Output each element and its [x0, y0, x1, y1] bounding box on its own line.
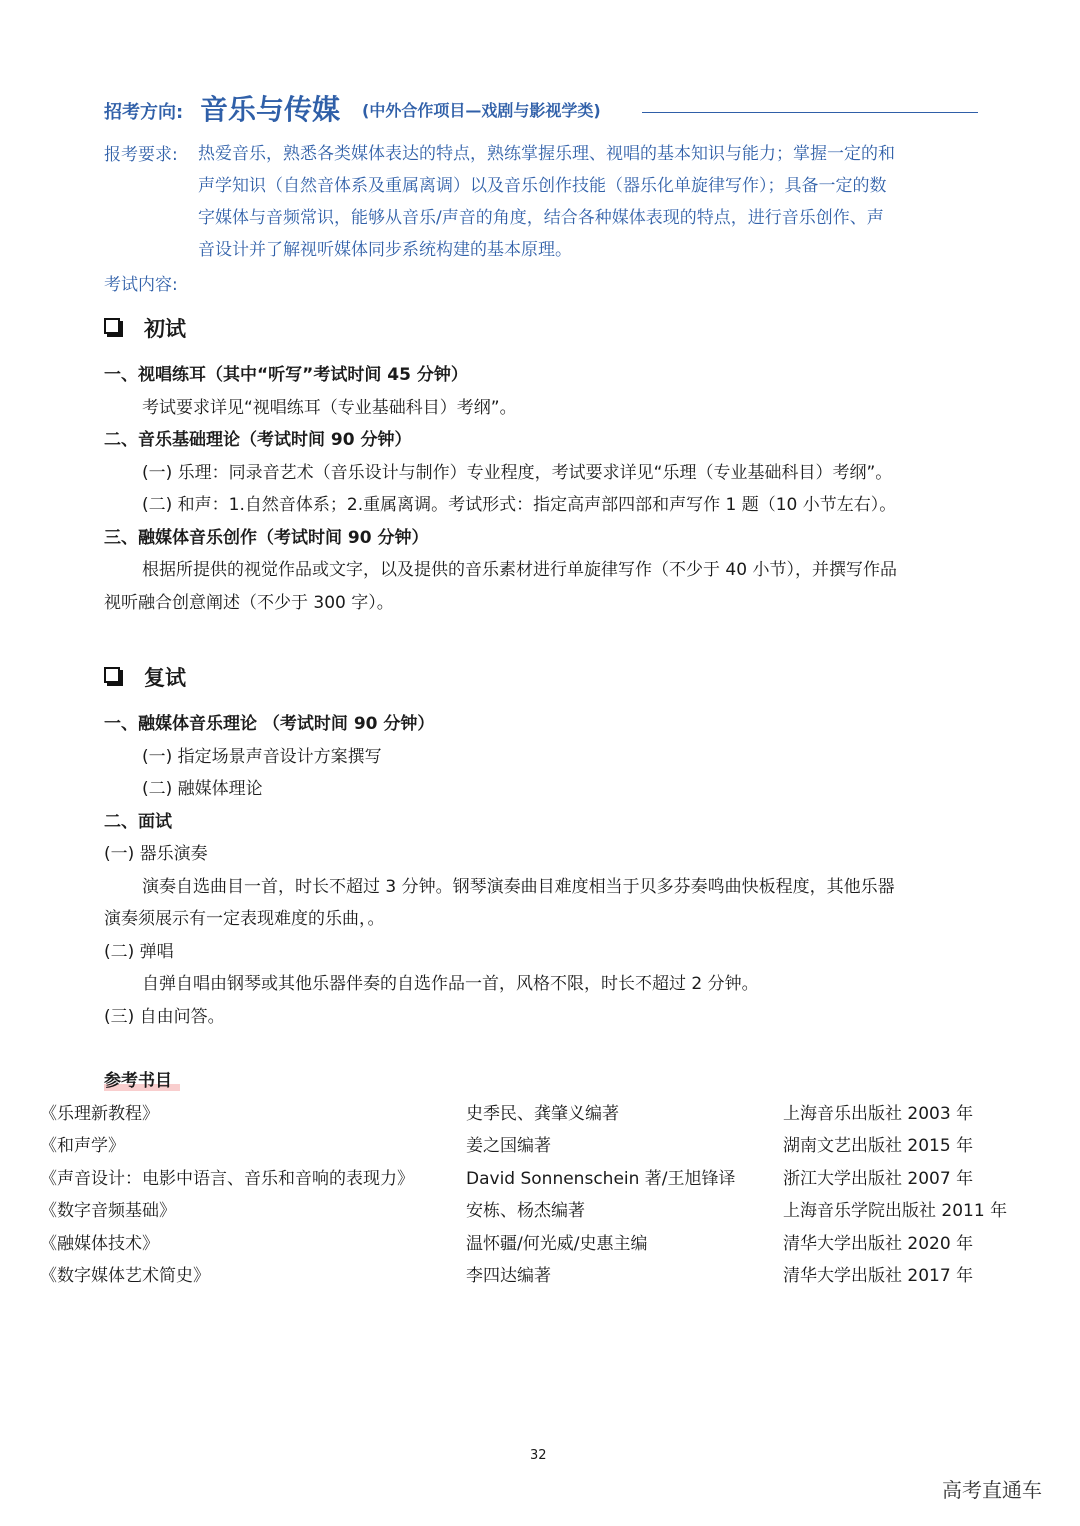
book-title: 《融媒体技术》	[40, 1234, 159, 1254]
requirements-text	[198, 138, 988, 266]
book-author: 史季民、龚肇义编著	[466, 1104, 619, 1124]
book-title: 《数字音频基础》	[40, 1201, 176, 1221]
prelim-item2-sub1: (一) 乐理：同录音艺术（音乐设计与制作）专业程度，考试要求详见“乐理（专业基础科目）考纲”。	[142, 463, 893, 483]
prelim-item2-sub2: (二) 和声：1.自然音体系；2.重属离调。考试形式：指定高声部四部和声写作 1 题（10 小节左右）。	[142, 495, 897, 515]
requirements-label: 报考要求:	[104, 145, 178, 165]
page-number: 32	[530, 1448, 547, 1463]
book-publisher: 清华大学出版社 2017 年	[783, 1266, 974, 1286]
retest-sub1-label: (一) 器乐演奏	[104, 844, 208, 864]
book-author: 姜之国编著	[466, 1136, 551, 1156]
book-publisher: 清华大学出版社 2020 年	[783, 1234, 974, 1254]
book-author: 李四达编著	[466, 1266, 551, 1286]
retest-title: 复试	[144, 666, 186, 690]
book-title: 《和声学》	[40, 1136, 125, 1156]
book-author: 温怀疆/何光威/史惠主编	[466, 1234, 648, 1254]
direction-label: 招考方向:	[104, 102, 184, 123]
retest-sub2-label: (二) 弹唱	[104, 942, 174, 962]
book-title: 《声音设计：电影中语言、音乐和音响的表现力》	[40, 1169, 414, 1189]
retest-item2-heading: 二、面试	[104, 812, 172, 832]
requirements-line: 字媒体与音频常识，能够从音乐/声音的角度，结合各种媒体表现的特点，进行音乐创作、声	[198, 208, 884, 228]
requirements-line: 热爱音乐，熟悉各类媒体表达的特点，熟练掌握乐理、视唱的基本知识与能力；掌握一定的和	[198, 144, 895, 164]
header-rule	[642, 112, 978, 113]
direction-note: (中外合作项目—戏剧与影视学类)	[362, 101, 601, 120]
book-publisher: 上海音乐出版社 2003 年	[783, 1104, 974, 1124]
prelim-title: 初试	[144, 317, 186, 341]
retest-sub2-text: 自弹自唱由钢琴或其他乐器伴奏的自选作品一首，风格不限，时长不超过 2 分钟。	[142, 974, 759, 994]
watermark: 高考直通车	[942, 1478, 1042, 1502]
retest-item1-heading: 一、融媒体音乐理论 （考试时间 90 分钟）	[104, 714, 435, 734]
book-author: 安栋、杨杰编著	[466, 1201, 585, 1221]
checkbox-bullet-icon	[104, 667, 120, 683]
content-label: 考试内容:	[104, 275, 178, 295]
prelim-item2-heading: 二、音乐基础理论（考试时间 90 分钟）	[104, 430, 412, 450]
book-publisher: 湖南文艺出版社 2015 年	[783, 1136, 974, 1156]
requirements-line: 声学知识（自然音体系及重属离调）以及音乐创作技能（器乐化单旋律写作）；具备一定的数	[198, 176, 887, 196]
prelim-item1-heading: 一、视唱练耳（其中“听写”考试时间 45 分钟）	[104, 365, 468, 385]
references-title: 参考书目	[104, 1071, 172, 1091]
checkbox-bullet-icon	[104, 318, 120, 334]
book-publisher: 上海音乐学院出版社 2011 年	[783, 1201, 1008, 1221]
retest-sub1-text: 演奏自选曲目一首，时长不超过 3 分钟。钢琴演奏曲目难度相当于贝多芬奏鸣曲快板程度，其他乐器	[142, 877, 895, 897]
prelim-item3-text: 根据所提供的视觉作品或文字，以及提供的音乐素材进行单旋律写作（不少于 40 小节），并撰写作品	[142, 560, 897, 580]
book-title: 《数字媒体艺术简史》	[40, 1266, 210, 1286]
requirements-line: 音设计并了解视听媒体同步系统构建的基本原理。	[198, 240, 572, 260]
retest-item1-sub2: (二) 融媒体理论	[142, 779, 263, 799]
direction-title: 音乐与传媒	[200, 93, 341, 126]
prelim-item3-text: 视听融合创意阐述（不少于 300 字）。	[104, 593, 394, 613]
prelim-item1-text: 考试要求详见“视唱练耳（专业基础科目）考纲”。	[142, 398, 517, 418]
retest-sub3-label: (三) 自由问答。	[104, 1007, 225, 1027]
retest-sub1-text: 演奏须展示有一定表现难度的乐曲，。	[104, 909, 385, 929]
prelim-item3-heading: 三、融媒体音乐创作（考试时间 90 分钟）	[104, 528, 429, 548]
book-author: David Sonnenschein 著/王旭锋译	[466, 1169, 736, 1189]
retest-item1-sub1: (一) 指定场景声音设计方案撰写	[142, 747, 382, 767]
book-publisher: 浙江大学出版社 2007 年	[783, 1169, 974, 1189]
book-title: 《乐理新教程》	[40, 1104, 159, 1124]
